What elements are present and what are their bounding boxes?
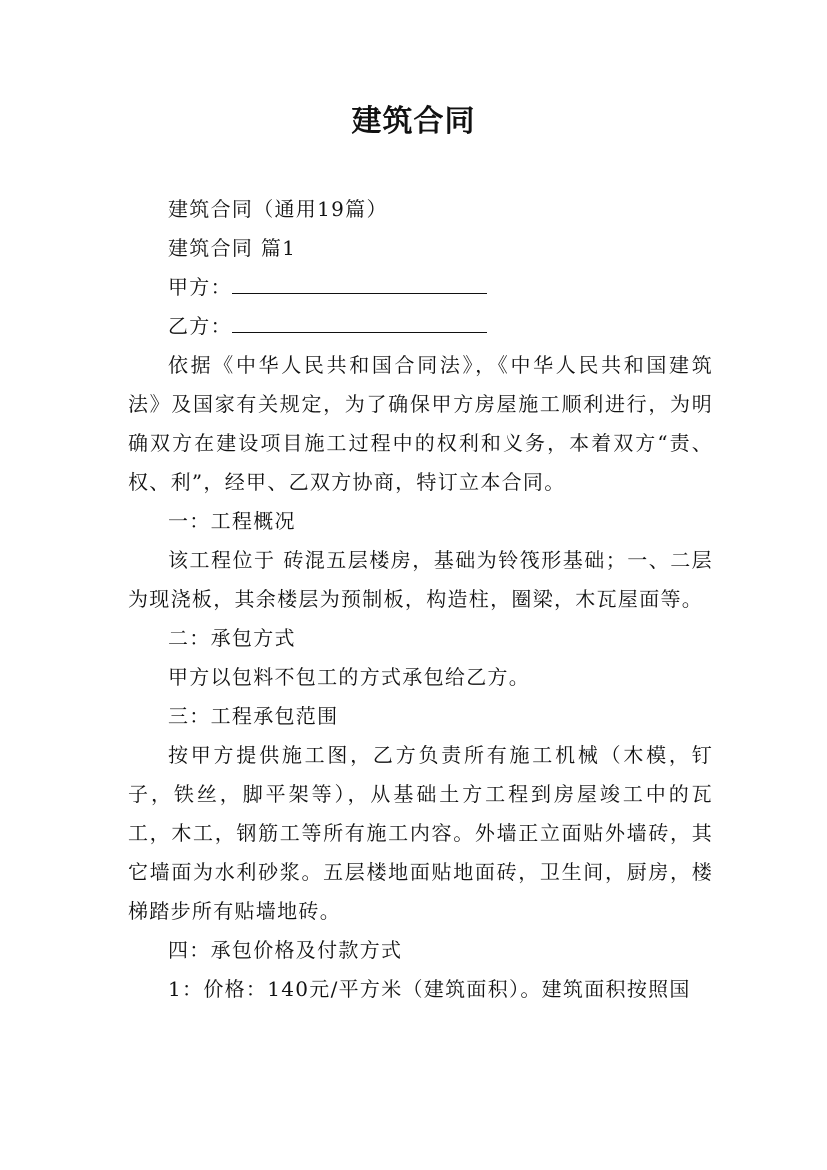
heading-scope: 三：工程承包范围 <box>168 704 339 728</box>
party-b-blank <box>232 310 487 333</box>
heading-contract-method: 二：承包方式 <box>168 626 296 650</box>
section-heading: 建筑合同 篇1 <box>168 236 297 260</box>
party-a-line <box>128 268 713 307</box>
intro-paragraph: 依据《中华人民共和国合同法》，《中华人民共和国建筑法》及国家有关规定，为了确保甲方房屋施工顺利进行，为明确双方在建设项目施工过程中的权利和义务，本着双方“责、权、利”，经甲、乙双方协商，特订立本合同。 <box>128 353 713 494</box>
paragraph-scope: 按甲方提供施工图，乙方负责所有施工机械（木模，钉子，铁丝，脚平架等），从基础土方工程到房屋竣工中的瓦工，木工，钢筋工等所有施工内容。外墙正立面贴外墙砖，其它墙面为水利砂浆。五层楼地面贴地面砖，卫生间，厨房，楼梯踏步所有贴墙地砖。 <box>128 743 713 923</box>
party-a-blank <box>232 271 487 294</box>
heading-project-overview: 一：工程概况 <box>168 509 296 533</box>
document-subtitle: 建筑合同（通用19篇） <box>168 197 388 221</box>
party-a-label: 甲方： <box>168 275 232 299</box>
paragraph-project-overview: 该工程位于 砖混五层楼房，基础为铃筏形基础；一、二层为现浇板，其余楼层为预制板，构造柱，圈梁，木瓦屋面等。 <box>128 548 713 611</box>
party-b-line <box>128 307 713 346</box>
paragraph-price: 1：价格：140元/平方米（建筑面积）。建筑面积按照国 <box>168 977 691 1001</box>
document-body <box>128 190 713 1009</box>
heading-price-payment: 四：承包价格及付款方式 <box>168 938 403 962</box>
party-b-label: 乙方： <box>168 314 232 338</box>
paragraph-contract-method: 甲方以包料不包工的方式承包给乙方。 <box>168 665 531 689</box>
document-title: 建筑合同 <box>351 104 476 139</box>
